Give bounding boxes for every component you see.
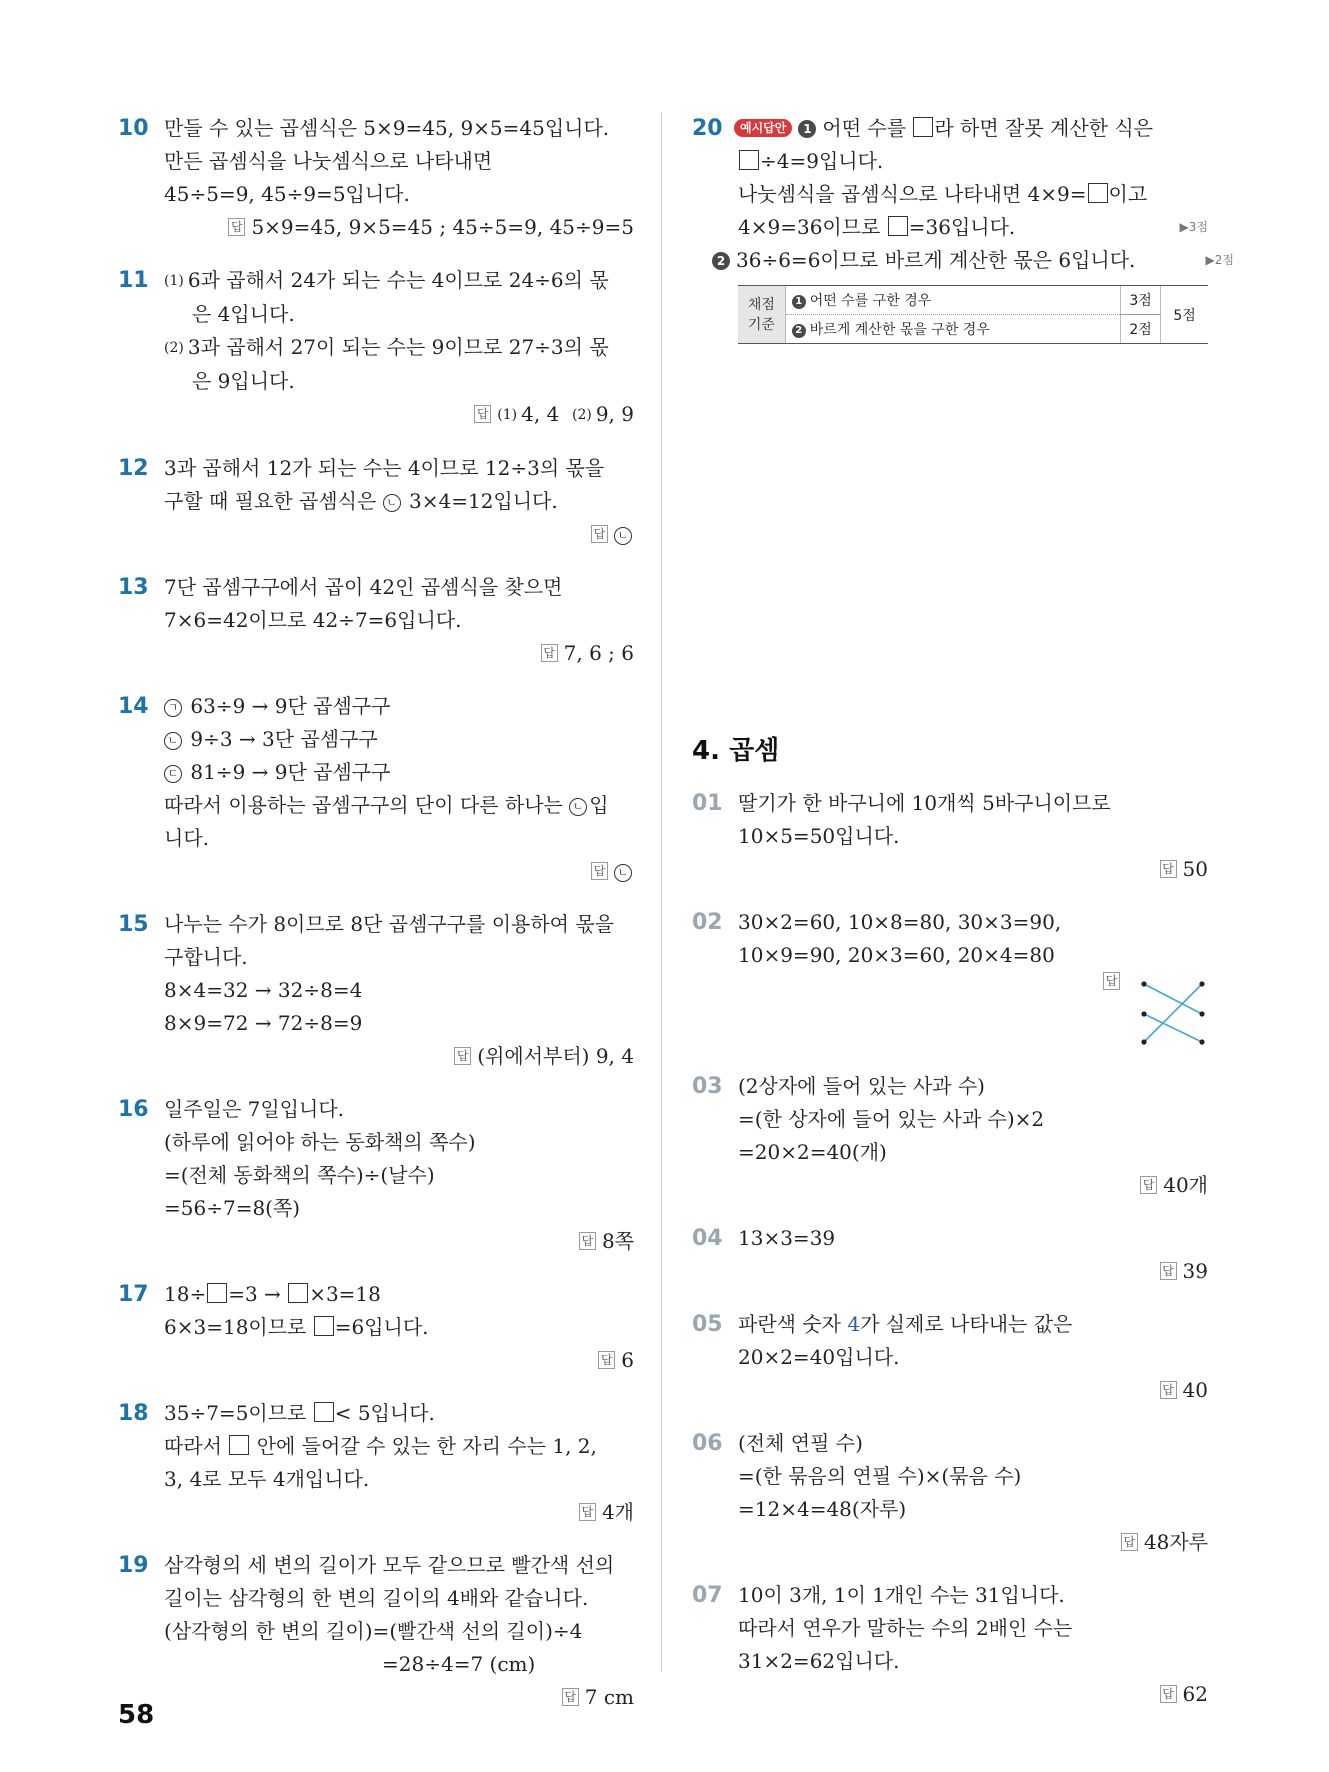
solution-line [164,485,634,518]
problem-number: 19 [118,1553,149,1578]
solution-text: 6×3=18이므로 [164,1315,307,1339]
solution-line: 31×2=62입니다. [738,1649,900,1673]
match-point [1199,1039,1204,1044]
solution-line: 따라서 연우가 말하는 수의 2배인 수는 [738,1616,1073,1640]
solution-text: 3과 곱해서 27이 되는 수는 9이므로 27÷3의 몫 [187,335,609,359]
solution-line [738,178,1208,211]
answer-text: 8쪽 [601,1229,634,1253]
blank-box [314,1316,334,1336]
problem-number: 12 [118,456,149,481]
solution-text: 6과 곱해서 24가 되는 수는 4이므로 24÷6의 몫 [187,268,609,292]
answer-icon: 답 [562,1688,579,1706]
solution-text: 이고 [1108,182,1148,206]
problem-number: 04 [692,1226,723,1251]
answer-text: 9, 9 [595,402,634,426]
solution-07 [692,1579,1208,1711]
solution-line: =20×2=40(개) [738,1140,887,1164]
solution-15 [118,908,634,1073]
solution-line [164,331,634,365]
points-label: ▶2점 [1205,253,1234,267]
answer [164,211,634,244]
solution-line: (하루에 읽어야 하는 동화책의 쪽수) [164,1130,476,1154]
solution-text: 35÷7=5이므로 [164,1401,307,1425]
solution-02 [692,906,1208,1050]
solution-text: 가 실제로 나타내는 값은 [860,1312,1073,1336]
solution-line: (전체 연필 수) [738,1431,863,1455]
solution-line [164,756,634,789]
answer-icon: 답 [541,644,558,662]
answer-icon: 답 [454,1047,471,1065]
step-number-icon: 1 [798,120,816,138]
solution-11 [118,264,634,432]
solution-line [164,264,634,298]
answer-icon: 답 [1160,1381,1177,1399]
solution-line: =28÷4=7 (cm) [382,1652,536,1676]
grading-header-text: 기준 [747,316,775,333]
answer-text: 4, 4 [521,402,560,426]
solution-line [738,211,1208,244]
answer [164,637,634,670]
answer-icon: 답 [228,218,245,236]
circled-letter: ㄴ [614,527,632,545]
solution-line [164,723,634,756]
solution-04 [692,1222,1208,1288]
problem-number: 01 [692,791,723,816]
solution-line: 30×2=60, 10×8=80, 30×3=90, [738,910,1062,934]
column-divider [661,112,662,1672]
grading-table [738,285,1208,344]
solution-line [164,789,634,822]
solution-14 [118,690,634,888]
blank-box [314,1402,334,1422]
blank-box [888,216,908,236]
blank-box [207,1283,227,1303]
answer [164,1496,634,1529]
match-point [1199,981,1204,986]
problem-number: 11 [118,268,149,293]
solution-text: =3 → [228,1282,281,1306]
answer-icon: 답 [1121,1533,1138,1551]
solution-line: 7단 곱셈구구에서 곱이 42인 곱셈식을 찾으면 [164,575,563,599]
answer [164,398,634,432]
answer-text: (위에서부터) 9, 4 [477,1044,634,1068]
answer-text: 7, 6 ; 6 [563,641,634,665]
answer-icon: 답 [1160,1262,1177,1280]
answer-icon: 답 [598,1351,615,1369]
step-number-icon: 2 [792,324,806,338]
sub-label: (1) [164,273,184,289]
answer-text: 39 [1182,1259,1208,1283]
answer [164,1681,634,1714]
answer-text: 4개 [601,1500,634,1524]
solution-text: 입 [589,793,609,817]
criterion-points: 3점 [1121,286,1161,315]
solution-line [164,1278,634,1311]
answer-icon: 답 [579,1503,596,1521]
solution-17 [118,1278,634,1377]
answer-icon: 답 [591,862,608,880]
solution-18 [118,1397,634,1529]
solution-text: 18÷ [164,1282,207,1306]
sub-label: (2) [571,407,592,423]
solution-text: 63÷9 → 9단 곱셈구구 [190,694,391,718]
right-column [692,112,1234,1731]
solution-line: (2상자에 들어 있는 사과 수) [738,1074,985,1098]
answer [738,1374,1208,1407]
solution-line: 8×4=32 → 32÷8=4 [164,978,363,1002]
solution-line: 13×3=39 [738,1226,836,1250]
circled-letter: ㄴ [383,494,401,512]
solution-line: =(한 상자에 들어 있는 사과 수)×2 [738,1107,1045,1131]
solution-line [164,1430,634,1463]
solution-line: 일주일은 7일입니다. [164,1097,344,1121]
criterion-points: 2점 [1121,315,1161,344]
solution-text: 어떤 수를 [822,116,907,140]
match-point [1141,981,1146,986]
matching-line [1144,984,1202,1042]
problem-number: 07 [692,1583,723,1608]
solution-text: 81÷9 → 9단 곱셈구구 [190,760,391,784]
criterion-text: 바르게 계산한 몫을 구한 경우 [809,322,990,338]
answer [164,1225,634,1258]
matching-line [1144,984,1202,1014]
answer-text: 7 cm [584,1685,634,1709]
solution-line: 은 9입니다. [192,369,295,393]
circled-letter: ㄴ [614,864,632,882]
problem-number: 20 [692,116,723,141]
problem-number: 03 [692,1074,723,1099]
solution-line: =12×4=48(자루) [738,1497,907,1521]
problem-number: 10 [118,116,149,141]
circled-letter: ㄱ [164,699,182,717]
solution-line: 길이는 삼각형의 한 변의 길이의 4배와 같습니다. [164,1586,589,1610]
match-point [1141,1039,1146,1044]
matching-lines-diagram [1138,978,1208,1046]
solution-line: 구합니다. [164,945,248,969]
solution-line: 만든 곱셈식을 나눗셈식으로 나타내면 [164,149,493,173]
answer [164,855,634,888]
problem-number: 16 [118,1097,149,1122]
answer-icon: 답 [1160,860,1177,878]
solution-line: 만들 수 있는 곱셈식은 5×9=45, 9×5=45입니다. [164,116,610,140]
blue-digit: 4 [847,1312,861,1336]
circled-letter: ㄴ [569,798,587,816]
blank-box [1088,183,1108,203]
answer-icon: 답 [579,1232,596,1250]
answer [738,1169,1208,1202]
answer-icon: 답 [591,525,608,543]
solution-line: =(한 묶음의 연필 수)×(묶음 수) [738,1464,1022,1488]
solution-text: 9÷3 → 3단 곱셈구구 [190,727,378,751]
answer-text: 50 [1182,857,1208,881]
answer-text: 62 [1182,1682,1208,1706]
solution-text: 안에 들어갈 수 있는 한 자리 수는 1, 2, [256,1434,597,1458]
blank-space [692,344,1208,730]
solution-text: =6입니다. [334,1315,429,1339]
solution-line: 45÷5=9, 45÷9=5입니다. [164,182,410,206]
answer-text: 5×9=45, 9×5=45 ; 45÷5=9, 45÷9=5 [251,215,634,239]
answer [164,1040,634,1073]
solution-10 [118,112,634,244]
answer [164,1344,634,1377]
solution-03 [692,1070,1208,1202]
answer-text: 6 [621,1348,634,1372]
step-number-icon: 2 [712,252,730,270]
solution-line: 니다. [164,826,209,850]
solution-line: 은 4입니다. [192,302,295,326]
blank-box [229,1435,249,1455]
matching-line [1144,1014,1202,1042]
answer [738,1526,1208,1559]
answer-icon: 답 [1140,1176,1157,1194]
solution-text: 3×4=12입니다. [409,489,558,513]
answer-text: 48자루 [1143,1530,1208,1554]
solution-line [738,145,1208,178]
solution-line: 삼각형의 세 변의 길이가 모두 같으므로 빨간색 선의 [164,1553,615,1577]
problem-number: 05 [692,1312,723,1337]
answer-text: 40 [1182,1378,1208,1402]
solution-line [164,1311,634,1344]
criterion-text: 어떤 수를 구한 경우 [809,293,932,309]
solution-line: 20×2=40입니다. [738,1345,900,1369]
blank-box [739,150,759,170]
solution-line: =(전체 동화책의 쪽수)÷(날수) [164,1163,435,1187]
matching-answer [738,972,1208,1050]
problem-number: 18 [118,1401,149,1426]
solution-text: ÷4=9입니다. [760,149,884,173]
answer [738,853,1208,886]
blank-box [913,117,933,137]
solution-line: 10이 3개, 1이 1개인 수는 31입니다. [738,1583,1065,1607]
sub-label: (1) [497,407,518,423]
problem-number: 02 [692,910,723,935]
problem-number: 13 [118,575,149,600]
solution-line [734,112,1208,145]
solution-01 [692,787,1208,886]
answer [738,1255,1208,1288]
answer-text: 40개 [1163,1173,1208,1197]
solution-05 [692,1308,1208,1407]
solution-line [164,1397,634,1430]
solution-text: 4×9=36이므로 [738,215,881,239]
solution-line [164,690,634,723]
sub-label: (2) [164,340,184,356]
solution-text: 따라서 [164,1434,222,1458]
solution-line: 3과 곱해서 12가 되는 수는 4이므로 12÷3의 몫을 [164,456,605,480]
circled-letter: ㄴ [164,732,182,750]
solution-line [712,244,1234,277]
answer-icon: 답 [1103,972,1120,990]
solution-19 [118,1549,634,1714]
problem-number: 15 [118,912,149,937]
section-title: 4. 곱셈 [692,736,780,766]
answer-icon: 답 [1160,1685,1177,1703]
solution-13 [118,571,634,670]
page-number: 58 [118,1700,155,1730]
problem-number: 14 [118,694,149,719]
solution-text: 따라서 이용하는 곱셈구구의 단이 다른 하나는 [164,793,563,817]
example-answer-badge: 예시답안 [734,119,792,137]
solution-line: 딸기가 한 바구니에 10개씩 5바구니이므로 [738,791,1111,815]
solution-text: 나눗셈식을 곱셈식으로 나타내면 4×9= [738,182,1087,206]
match-point [1141,1011,1146,1016]
solution-line: 나누는 수가 8이므로 8단 곱셈구구를 이용하여 몫을 [164,912,614,936]
problem-number: 17 [118,1282,149,1307]
blank-box [288,1283,308,1303]
solution-text: 36÷6=6이므로 바르게 계산한 몫은 6입니다. [736,248,1136,272]
answer [738,1678,1208,1711]
match-point [1199,1011,1204,1016]
problem-number: 06 [692,1431,723,1456]
solution-text: < 5입니다. [334,1401,435,1425]
solution-line [738,1308,1208,1341]
solution-16 [118,1093,634,1258]
grading-header-text: 채점 [747,296,775,313]
solution-line: 10×5=50입니다. [738,824,900,848]
step-number-icon: 1 [792,295,806,309]
answer-icon: 답 [474,405,491,423]
grading-header [738,286,785,344]
total-points: 5점 [1161,286,1208,344]
solution-line: =56÷7=8(쪽) [164,1196,301,1220]
solution-12 [118,452,634,551]
solution-text: 파란색 숫자 [738,1312,841,1336]
solution-text: 라 하면 잘못 계산한 식은 [934,116,1154,140]
points-label: ▶3점 [1179,220,1208,234]
solution-text: ×3=18 [309,1282,381,1306]
circled-letter: ㄷ [164,765,182,783]
solution-line: 8×9=72 → 72÷8=9 [164,1011,363,1035]
solution-line: 10×9=90, 20×3=60, 20×4=80 [738,943,1055,967]
solution-line: 7×6=42이므로 42÷7=6입니다. [164,608,462,632]
solution-text: =36입니다. [908,215,1016,239]
grading-criterion [785,286,1120,315]
solution-line: 3, 4로 모두 4개입니다. [164,1467,370,1491]
solution-text: 구할 때 필요한 곱셈식은 [164,489,377,513]
left-column [118,112,634,1734]
solution-06 [692,1427,1208,1559]
solution-20 [692,112,1234,277]
answer [164,518,634,551]
grading-criterion [785,315,1120,344]
solution-line: (삼각형의 한 변의 길이)=(빨간색 선의 길이)÷4 [164,1619,583,1643]
